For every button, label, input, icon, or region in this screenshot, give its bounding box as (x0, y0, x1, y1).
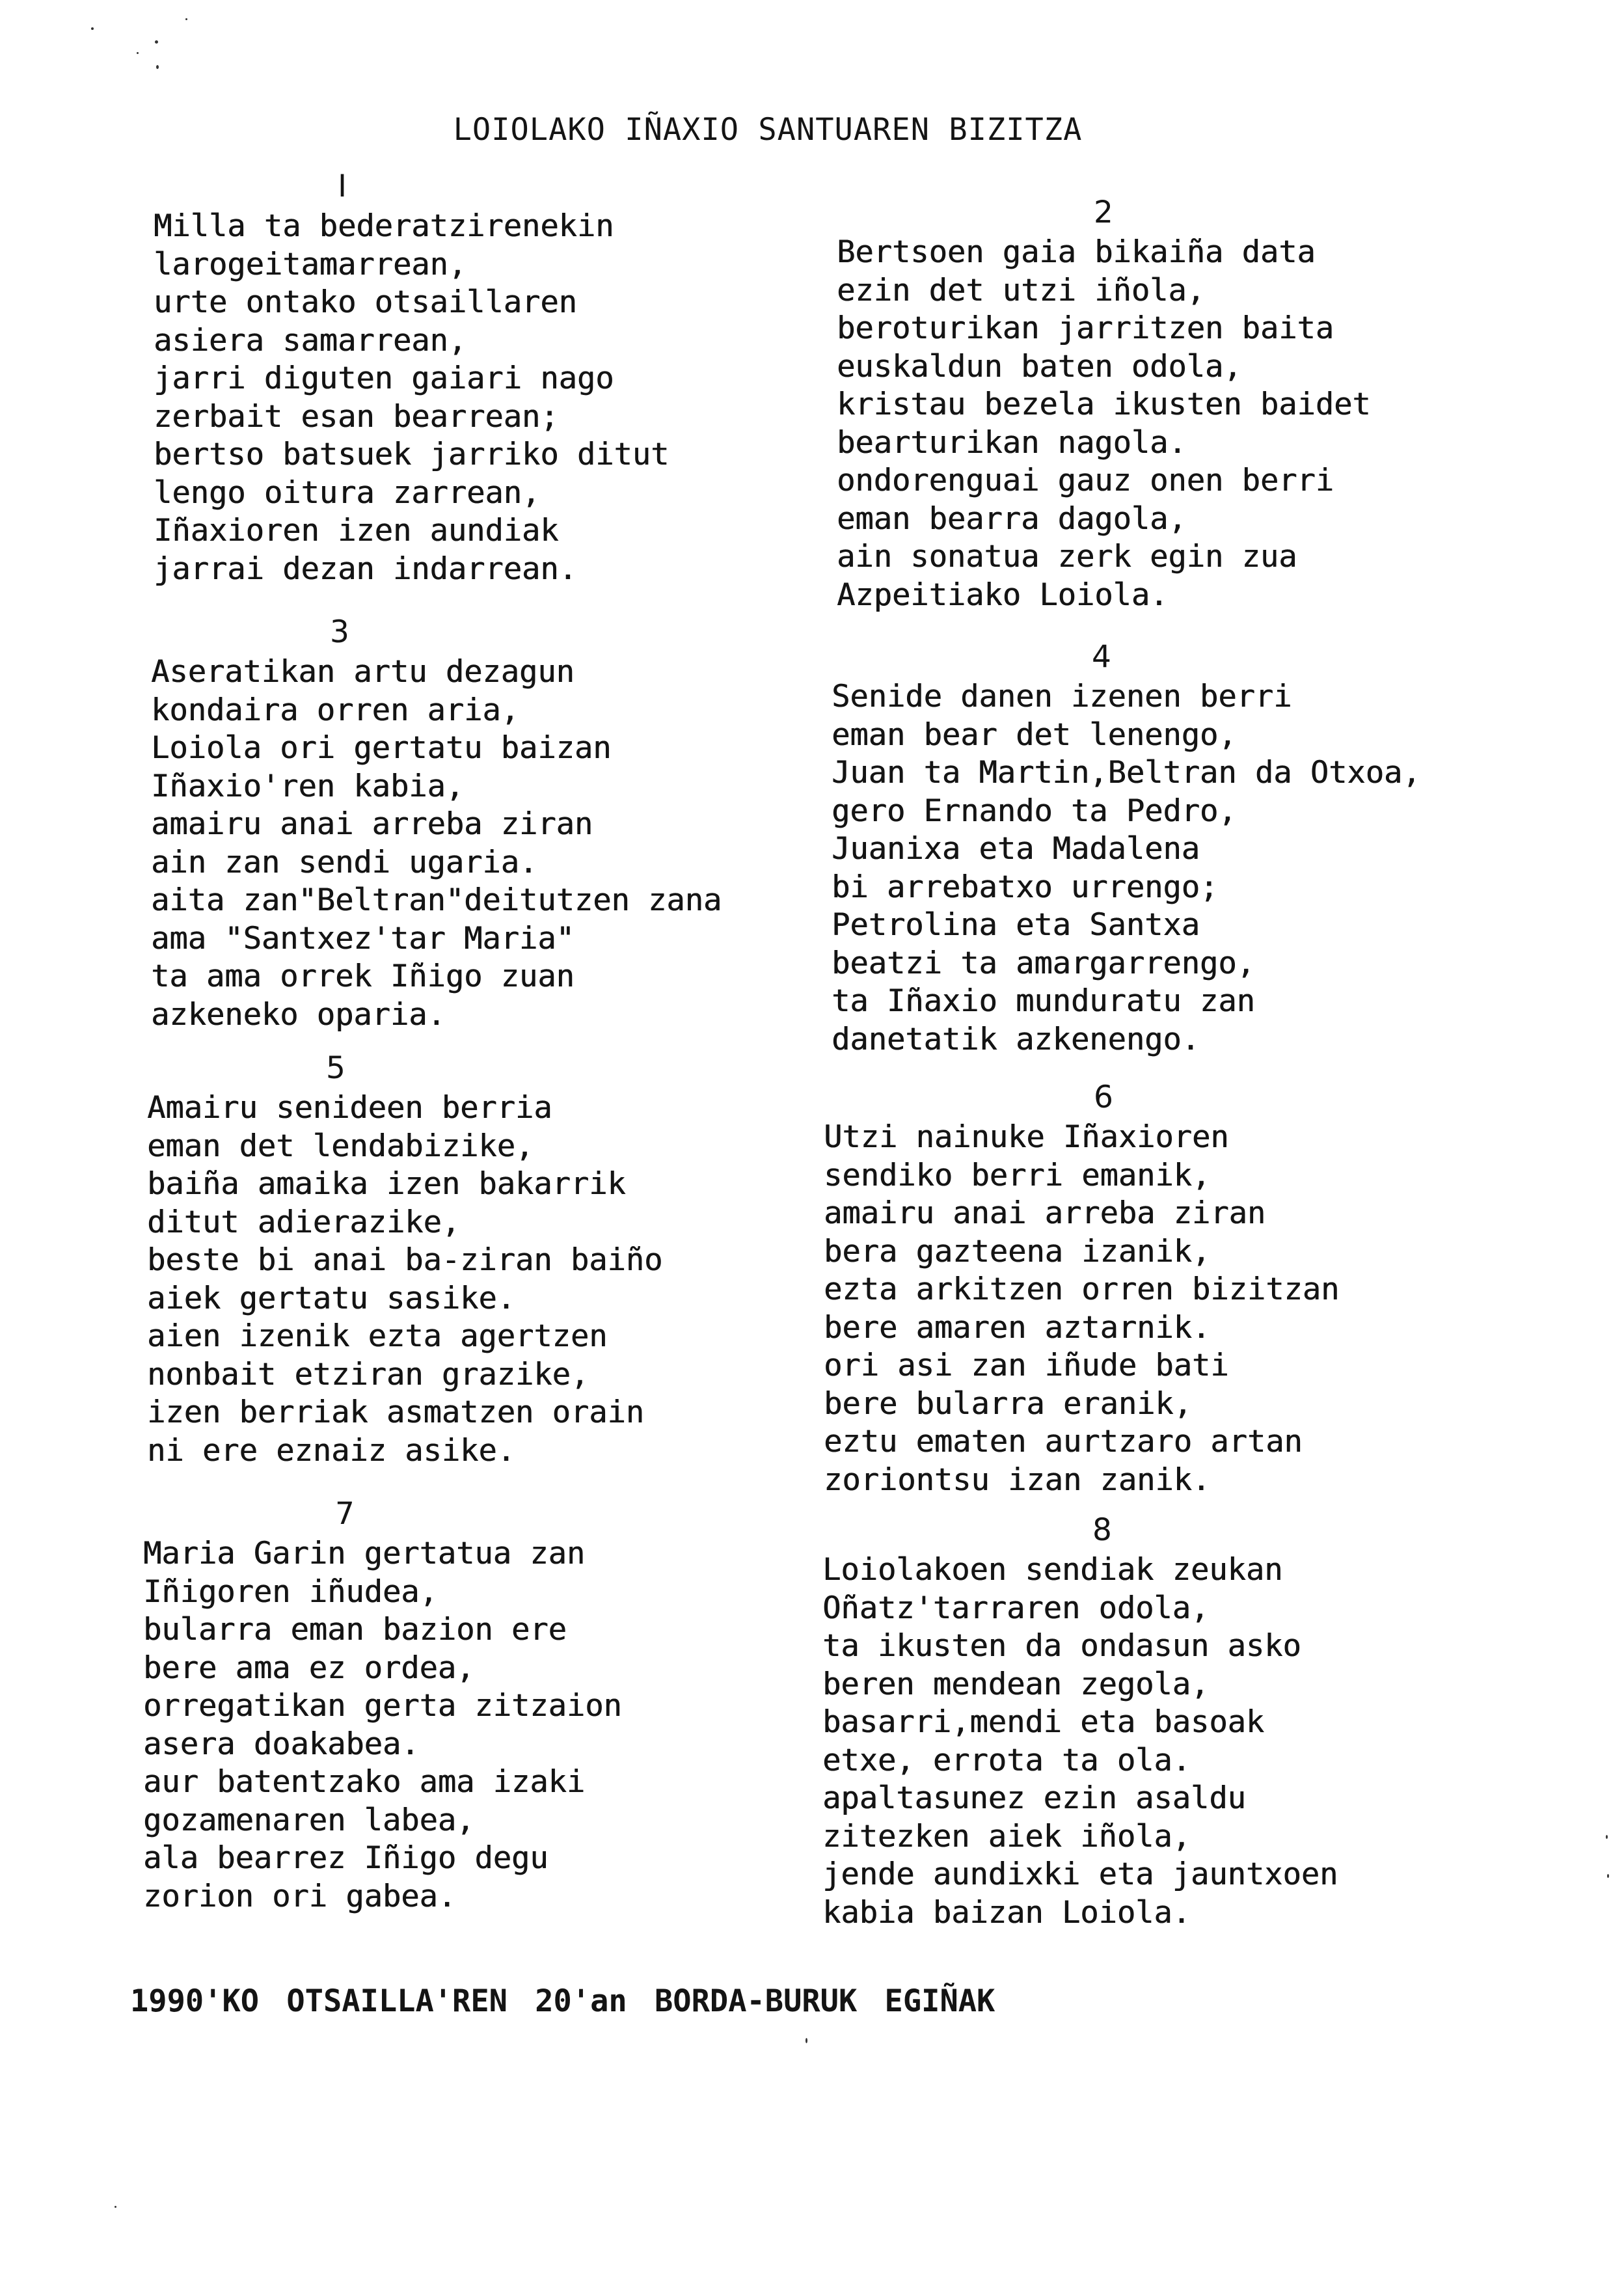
verse-line: ezin det utzi iñola, (837, 272, 1205, 308)
stanza-1 (154, 166, 869, 588)
verse-line: asiera samarrean, (154, 322, 467, 359)
verse-line: beatzi ta amargarrengo, (832, 945, 1255, 981)
verse-line: azkeneko oparia. (151, 996, 446, 1033)
stanza-2 (837, 192, 1552, 614)
stanza-number: 8 (1092, 1512, 1112, 1548)
verse-line: eman bearra dagola, (837, 500, 1187, 537)
stanza-number: 5 (326, 1050, 345, 1086)
verse-line: jarri diguten gaiari nago (154, 360, 614, 396)
ink-speck (156, 65, 159, 69)
verse-line: apaltasunez ezin asaldu (822, 1780, 1246, 1816)
verse-line: ni ere eznaiz asike. (147, 1432, 515, 1469)
verse-line: ain zan sendi ugaria. (151, 844, 538, 880)
verse-line: amairu anai arreba ziran (151, 806, 593, 842)
verse-line: baiña amaika izen bakarrik (147, 1166, 626, 1202)
verse-line: Aseratikan artu dezagun (151, 654, 575, 690)
verse-line: amairu anai arreba ziran (824, 1195, 1266, 1231)
ink-speck (91, 27, 94, 30)
stanza-7 (143, 1493, 859, 1916)
verse-line: Milla ta bederatzirenekin (154, 208, 614, 244)
verse-line: Iñaxio'ren kabia, (151, 768, 465, 804)
stanza-5 (147, 1048, 863, 1470)
ink-speck (805, 2038, 807, 2043)
verse-line: Iñaxioren izen aundiak (154, 513, 559, 549)
verse-line: bere bularra eranik, (824, 1385, 1192, 1422)
verse-line: aiek gertatu sasike. (147, 1280, 515, 1316)
ink-speck (1607, 1874, 1609, 1878)
verse-line: jende aundixki eta jauntxoen (822, 1856, 1338, 1892)
verse-line: ta Iñaxio munduratu zan (832, 983, 1255, 1019)
verse-line: ama "Santxez'tar Maria" (151, 920, 575, 957)
verse-line: zoriontsu izan zanik. (824, 1461, 1211, 1498)
verse-line: Iñigoren iñudea, (143, 1573, 438, 1610)
verse-line: ta ikusten da ondasun asko (822, 1628, 1301, 1664)
verse-line: ezta arkitzen orren bizitzan (824, 1271, 1340, 1307)
verse-line: Juan ta Martin,Beltran da Otxoa, (832, 755, 1421, 791)
verse-line: beroturikan jarritzen baita (837, 310, 1334, 346)
verse-line: beste bi anai ba-ziran baiño (147, 1242, 663, 1278)
verse-line: bere ama ez ordea, (143, 1650, 475, 1686)
stanza-number: 2 (1094, 195, 1113, 230)
verse-line: izen berriak asmatzen orain (147, 1394, 645, 1430)
document-title: LOIOLAKO IÑAXIO SANTUAREN BIZITZA (453, 112, 1083, 148)
verse-line: basarri,mendi eta basoak (822, 1704, 1265, 1740)
verse-line: bertso batsuek jarriko ditut (154, 437, 670, 472)
verse-line: kabia baizan Loiola. (822, 1894, 1191, 1931)
document-footer: 1990'KO OTSAILLA'REN 20'an BORDA-BURUK EGIÑAK (130, 1983, 995, 2019)
verse-line: zitezken aiek iñola, (822, 1818, 1191, 1854)
verse-line: Bertsoen gaia bikaiña data (837, 234, 1316, 270)
stanza-number: 7 (335, 1496, 355, 1532)
stanza-number: 6 (1094, 1080, 1113, 1115)
verse-line: Oñatz'tarraren odola, (822, 1590, 1210, 1626)
stanza-6 (824, 1077, 1539, 1499)
verse-line: kondaira orren aria, (151, 692, 519, 728)
verse-line: Azpeitiako Loiola. (837, 577, 1169, 613)
verse-line: nonbait etziran grazike, (147, 1356, 589, 1392)
verse-line: eman bear det lenengo, (832, 716, 1237, 753)
verse-line: ditut adierazike, (147, 1204, 461, 1240)
verse-line: eman det lendabizike, (147, 1128, 534, 1164)
stanza-3 (151, 612, 867, 1034)
stanza-number: I (338, 169, 347, 204)
verse-line: jarrai dezan indarrean. (154, 550, 577, 587)
stanza-number: 3 (330, 614, 349, 650)
verse-line: asera doakabea. (143, 1726, 420, 1762)
verse-line: lengo oitura zarrean, (154, 474, 541, 511)
stanza-4 (832, 636, 1580, 1059)
verse-line: ala bearrez Iñigo degu (143, 1840, 548, 1876)
verse-line: zerbait esan bearrean; (154, 398, 559, 435)
ink-speck (155, 40, 158, 44)
verse-line: ori asi zan iñude bati (824, 1348, 1229, 1383)
verse-line: larogeitamarrean, (154, 246, 467, 282)
verse-line: bere amaren aztarnik. (824, 1309, 1211, 1346)
verse-line: bera gazteena izanik, (824, 1233, 1211, 1270)
stanza-8 (822, 1510, 1538, 1932)
verse-line: Amairu senideen berria (147, 1090, 552, 1126)
verse-line: Utzi nainuke Iñaxioren (824, 1119, 1229, 1155)
ink-speck (185, 18, 187, 20)
verse-line: bearturikan nagola. (837, 424, 1187, 461)
verse-line: euskaldun baten odola, (837, 348, 1242, 385)
verse-line: beren mendean zegola, (822, 1666, 1210, 1702)
verse-line: bi arrebatxo urrengo; (832, 869, 1219, 905)
verse-line: ondorenguai gauz onen berri (837, 463, 1334, 498)
verse-line: urte ontako otsaillaren (154, 284, 577, 320)
verse-line: Maria Garin gertatua zan (143, 1536, 586, 1571)
verse-line: Senide danen izenen berri (832, 679, 1292, 714)
verse-line: eztu ematen aurtzaro artan (824, 1424, 1303, 1460)
verse-line: aien izenik ezta agertzen (147, 1318, 608, 1354)
verse-line: etxe, errota ta ola. (822, 1742, 1191, 1778)
verse-line: aita zan"Beltran"deitutzen zana (151, 882, 722, 918)
verse-line: danetatik azkenengo. (832, 1021, 1200, 1057)
verse-line: ain sonatua zerk egin zua (837, 539, 1297, 575)
verse-line: Loiola ori gertatu baizan (151, 730, 612, 766)
verse-line: zorion ori gabea. (143, 1878, 457, 1914)
verse-line: Petrolina eta Santxa (832, 907, 1200, 943)
verse-line: orregatikan gerta zitzaion (143, 1688, 622, 1724)
verse-line: aur batentzako ama izaki (143, 1764, 586, 1800)
verse-line: Juanixa eta Madalena (832, 831, 1200, 867)
verse-line: sendiko berri emanik, (824, 1157, 1211, 1193)
verse-line: bularra eman bazion ere (143, 1612, 567, 1648)
ink-speck (137, 52, 139, 54)
verse-line: Loiolakoen sendiak zeukan (822, 1552, 1283, 1588)
stanza-number: 4 (1092, 639, 1111, 675)
verse-line: gozamenaren labea, (143, 1802, 475, 1838)
ink-speck (115, 2206, 116, 2208)
ink-speck (1606, 1835, 1608, 1839)
verse-line: ta ama orrek Iñigo zuan (151, 958, 575, 994)
verse-line: kristau bezela ikusten baidet (837, 387, 1371, 422)
verse-line: gero Ernando ta Pedro, (832, 793, 1237, 829)
